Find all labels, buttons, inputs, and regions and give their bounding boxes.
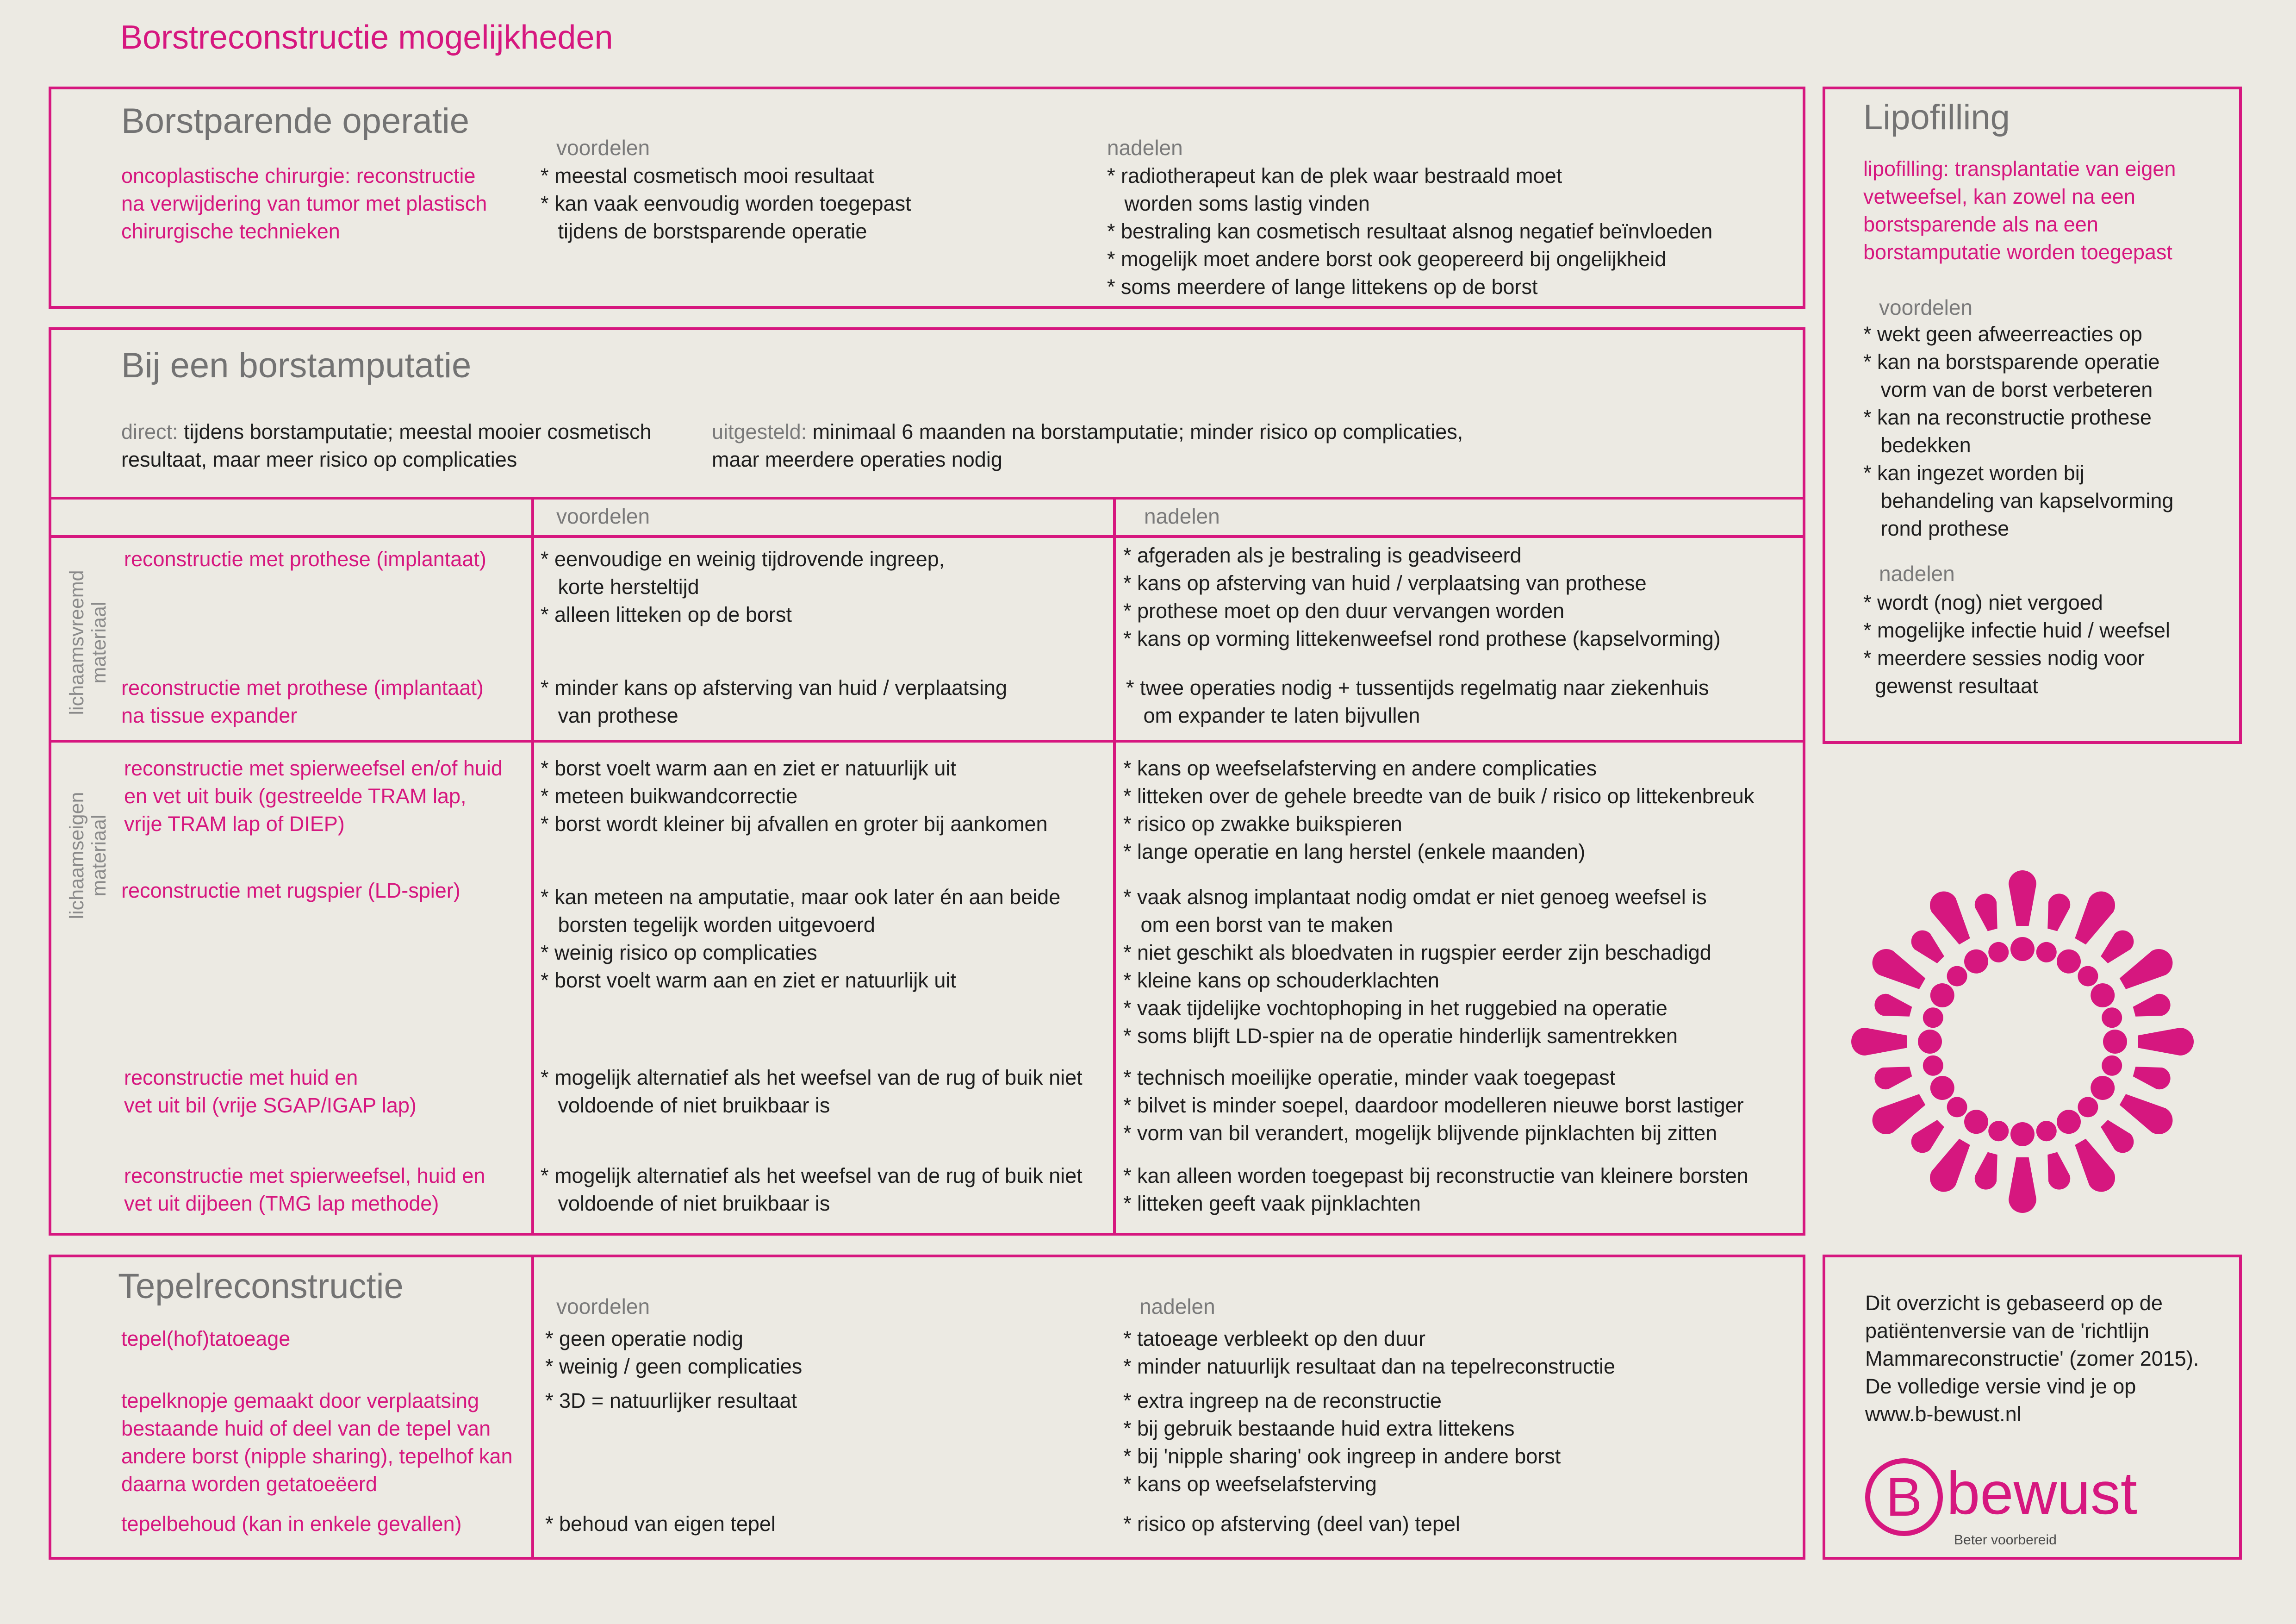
text-line: * vaak tijdelijke vochtophoping in het ruggebied na operatie bbox=[1123, 996, 1668, 1020]
text-line: * radiotherapeut kan de plek waar bestraald moet bbox=[1107, 164, 1562, 187]
text-line: gewenst resultaat bbox=[1863, 674, 2038, 698]
burst-drop bbox=[2131, 991, 2173, 1022]
text-line: na verwijdering van tumor met plastisch bbox=[121, 192, 487, 215]
text-line: om expander te laten bijvullen bbox=[1126, 704, 1420, 727]
table-row-nadelen bbox=[1123, 1064, 1744, 1147]
group-label-lichaamsvreemd: lichaamsvreemd materiaal bbox=[66, 570, 110, 715]
text-line: * behoud van eigen tepel bbox=[545, 1512, 776, 1536]
burst-dot bbox=[2099, 1005, 2124, 1030]
text-line: www.b-bewust.nl bbox=[1865, 1402, 2022, 1426]
burst-drop bbox=[1851, 1028, 1907, 1056]
text-line: om een borst van te maken bbox=[1123, 913, 1393, 937]
text-line: * niet geschikt als bloedvaten in rugspier eerder zijn beschadigd bbox=[1123, 941, 1711, 964]
amputatie-voordelen-label: voordelen bbox=[556, 504, 650, 528]
uitgesteld-line2: maar meerdere operaties nodig bbox=[712, 448, 1002, 471]
uitgesteld-label: uitgesteld: bbox=[712, 420, 807, 443]
tepel-row-voordelen bbox=[545, 1387, 797, 1415]
text-line: * mogelijk alternatief als het weefsel van de rug of buik niet bbox=[541, 1066, 1083, 1089]
text-line: * soms meerdere of lange littekens op de borst bbox=[1107, 275, 1538, 299]
text-line: * kleine kans op schouderklachten bbox=[1123, 968, 1439, 992]
text-line: vrije TRAM lap of DIEP) bbox=[124, 812, 345, 836]
tepel-row-voordelen bbox=[545, 1510, 776, 1538]
text-line: voldoende of niet bruikbaar is bbox=[541, 1192, 830, 1215]
table-row-nadelen bbox=[1123, 542, 1721, 653]
table-row-name bbox=[124, 545, 486, 573]
divider bbox=[531, 497, 534, 1236]
table-row-voordelen bbox=[541, 545, 945, 629]
text-line: * mogelijk alternatief als het weefsel van de rug of buik niet bbox=[541, 1164, 1083, 1187]
burst-dot bbox=[2099, 1053, 2124, 1078]
burst-drop bbox=[2042, 891, 2073, 933]
logo-tagline: Beter voorbereid bbox=[1954, 1532, 2057, 1548]
text-line: reconstructie met spierweefsel en/of huid bbox=[124, 756, 503, 780]
burst-dot bbox=[1986, 1118, 2011, 1143]
text-line: * risico op zwakke buikspieren bbox=[1123, 812, 1402, 836]
text-line: * litteken over de gehele breedte van de buik / risico op littekenbreuk bbox=[1123, 784, 1755, 808]
text-line: lipofilling: transplantatie van eigen bbox=[1863, 157, 2176, 181]
text-line: reconstructie met prothese (implantaat) bbox=[124, 547, 486, 571]
text-line: * bilvet is minder soepel, daardoor modelleren nieuwe borst lastiger bbox=[1123, 1093, 1744, 1117]
text-line: * kans op weefselafsterving en andere complicaties bbox=[1123, 756, 1597, 780]
text-line: tepel(hof)tatoeage bbox=[121, 1327, 291, 1350]
divider bbox=[49, 535, 1805, 538]
tepel-row-name bbox=[121, 1510, 462, 1538]
burst-dot bbox=[1921, 1005, 1946, 1030]
text-line: Mammareconstructie' (zomer 2015). bbox=[1865, 1347, 2199, 1370]
text-line: rond prothese bbox=[1863, 517, 2010, 540]
text-line: * risico op afsterving (deel van) tepel bbox=[1123, 1512, 1460, 1536]
table-row-voordelen bbox=[541, 883, 1060, 994]
borstsparende-heading: Borstparende operatie bbox=[121, 101, 470, 141]
burst-drop bbox=[2009, 870, 2036, 926]
text-line: * kan vaak eenvoudig worden toegepast bbox=[541, 192, 911, 215]
borstsparende-voordelen bbox=[541, 162, 911, 245]
text-line: borsten tegelijk worden uitgevoerd bbox=[541, 913, 875, 937]
text-line: van prothese bbox=[541, 704, 678, 727]
table-row-name bbox=[124, 755, 503, 838]
text-line: * meestal cosmetisch mooi resultaat bbox=[541, 164, 874, 187]
text-line: * borst voelt warm aan en ziet er natuurlijk uit bbox=[541, 968, 956, 992]
text-line: * minder kans op afsterving van huid / verplaatsing bbox=[541, 676, 1008, 700]
text-line: * 3D = natuurlijker resultaat bbox=[545, 1389, 797, 1412]
tepel-row-nadelen bbox=[1123, 1510, 1460, 1538]
text-line: * bij 'nipple sharing' ook ingreep in andere borst bbox=[1123, 1444, 1561, 1468]
text-line: bedekken bbox=[1863, 433, 1971, 457]
burst-dot bbox=[2034, 940, 2059, 965]
text-line: patiëntenversie van de 'richtlijn bbox=[1865, 1319, 2149, 1343]
text-line: * meerdere sessies nodig voor bbox=[1863, 646, 2145, 670]
text-line: * kan ingezet worden bij bbox=[1863, 461, 2084, 485]
burst-drop bbox=[2097, 1116, 2139, 1158]
table-row-name bbox=[121, 674, 484, 730]
text-line: * kans op vorming littekenweefsel rond prothese (kapselvorming) bbox=[1123, 627, 1721, 650]
table-row-name bbox=[124, 1064, 417, 1119]
text-line: * borst voelt warm aan en ziet er natuurlijk uit bbox=[541, 756, 956, 780]
burst-drop bbox=[2009, 1157, 2036, 1213]
burst-drop bbox=[1872, 1061, 1914, 1092]
text-line: tepelbehoud (kan in enkele gevallen) bbox=[121, 1512, 462, 1536]
direct-label: direct: bbox=[121, 420, 178, 443]
text-line: * kan na borstsparende operatie bbox=[1863, 350, 2160, 374]
text-line: * afgeraden als je bestraling is geadviseerd bbox=[1123, 543, 1522, 567]
text-line: * mogelijke infectie huid / weefsel bbox=[1863, 618, 2170, 642]
burst-drop bbox=[1907, 1116, 1949, 1158]
burst-dot bbox=[1921, 1053, 1946, 1078]
burst-dot bbox=[2010, 937, 2035, 961]
direct-line2: resultaat, maar meer risico op complicaties bbox=[121, 448, 517, 471]
borstsparende-nadelen bbox=[1107, 162, 1712, 301]
divider bbox=[49, 497, 1805, 500]
divider bbox=[531, 1255, 534, 1560]
text-line: * twee operaties nodig + tussentijds regelmatig naar ziekenhuis bbox=[1126, 676, 1709, 700]
text-line: * kan na reconstructie prothese bbox=[1863, 406, 2152, 429]
text-line: * soms blijft LD-spier na de operatie hinderlijk samentrekken bbox=[1123, 1024, 1678, 1048]
tepel-row-name bbox=[121, 1325, 290, 1353]
text-line: De volledige versie vind je op bbox=[1865, 1374, 2136, 1398]
text-line: chirurgische technieken bbox=[121, 219, 340, 243]
tepel-row-name bbox=[121, 1387, 513, 1498]
text-line: oncoplastische chirurgie: reconstructie bbox=[121, 164, 476, 187]
burst-dot bbox=[2034, 1118, 2059, 1143]
table-row-nadelen bbox=[1123, 1162, 1748, 1218]
text-line: * eenvoudige en weinig tijdrovende ingreep, bbox=[541, 547, 945, 571]
page-title: Borstreconstructie mogelijkheden bbox=[120, 19, 613, 56]
logo-letter: B bbox=[1885, 1467, 1923, 1528]
text-line: borstamputatie worden toegepast bbox=[1863, 240, 2172, 264]
text-line: * bij gebruik bestaande huid extra littekens bbox=[1123, 1417, 1515, 1440]
lipofilling-description bbox=[1863, 155, 2176, 266]
table-row-voordelen bbox=[541, 1064, 1083, 1119]
text-line: * vorm van bil verandert, mogelijk blijvende pijnklachten bij zitten bbox=[1123, 1121, 1717, 1145]
tepel-nadelen-label: nadelen bbox=[1139, 1294, 1215, 1318]
text-line: tepelknopje gemaakt door verplaatsing bbox=[121, 1389, 479, 1412]
lipofilling-voordelen bbox=[1863, 320, 2173, 543]
lipofilling-voordelen-label: voordelen bbox=[1879, 295, 1973, 319]
text-line: na tissue expander bbox=[121, 704, 298, 727]
burst-dot bbox=[2010, 1122, 2035, 1146]
burst-logo-icon bbox=[1851, 870, 2194, 1213]
burst-drop bbox=[2097, 926, 2139, 968]
text-line: andere borst (nipple sharing), tepelhof kan bbox=[121, 1444, 513, 1468]
lipofilling-heading: Lipofilling bbox=[1863, 98, 2010, 137]
bewust-logo-icon bbox=[1865, 1458, 1943, 1536]
table-row-nadelen bbox=[1126, 674, 1709, 730]
amputatie-uitgesteld bbox=[712, 418, 1463, 474]
burst-drop bbox=[1972, 891, 2003, 933]
text-line: * kan alleen worden toegepast bij reconstructie van kleinere borsten bbox=[1123, 1164, 1748, 1187]
text-line: * kans op weefselafsterving bbox=[1123, 1472, 1377, 1496]
borstsparende-nadelen-label: nadelen bbox=[1107, 136, 1183, 160]
table-row-nadelen bbox=[1123, 883, 1711, 1050]
burst-drop bbox=[1907, 926, 1949, 968]
lipofilling-nadelen-label: nadelen bbox=[1879, 562, 1955, 586]
text-line: * minder natuurlijk resultaat dan na tepelreconstructie bbox=[1123, 1355, 1616, 1378]
text-line: * prothese moet op den duur vervangen worden bbox=[1123, 599, 1565, 623]
text-line: * litteken geeft vaak pijnklachten bbox=[1123, 1192, 1421, 1215]
burst-drop bbox=[2042, 1150, 2073, 1192]
text-line: * meteen buikwandcorrectie bbox=[541, 784, 798, 808]
text-line: * wekt geen afweerreacties op bbox=[1863, 322, 2142, 346]
tepel-row-nadelen bbox=[1123, 1325, 1615, 1380]
text-line: * wordt (nog) niet vergoed bbox=[1863, 591, 2103, 614]
text-line: behandeling van kapselvorming bbox=[1863, 489, 2174, 512]
text-line: worden soms lastig vinden bbox=[1107, 192, 1370, 215]
burst-dot bbox=[2103, 1030, 2127, 1054]
burst-drop bbox=[2131, 1061, 2173, 1092]
direct-line1: tijdens borstamputatie; meestal mooier cosmetisch bbox=[178, 420, 652, 443]
text-line: vet uit dijbeen (TMG lap methode) bbox=[124, 1192, 439, 1215]
text-line: * tatoeage verbleekt op den duur bbox=[1123, 1327, 1425, 1350]
group-label-lichaamseigen: lichaamseigen materiaal bbox=[66, 792, 110, 919]
borstsparende-description bbox=[121, 162, 487, 245]
text-line: * lange operatie en lang herstel (enkele maanden) bbox=[1123, 840, 1586, 863]
text-line: * technisch moeilijke operatie, minder vaak toegepast bbox=[1123, 1066, 1616, 1089]
uitgesteld-line1: minimaal 6 maanden na borstamputatie; minder risico op complicaties, bbox=[807, 420, 1463, 443]
text-line: vetweefsel, kan zowel na een bbox=[1863, 185, 2135, 208]
text-line: vorm van de borst verbeteren bbox=[1863, 378, 2153, 401]
text-line: reconstructie met prothese (implantaat) bbox=[121, 676, 484, 700]
burst-dot bbox=[1918, 1030, 1942, 1054]
tepel-row-nadelen bbox=[1123, 1387, 1561, 1498]
text-line: * bestraling kan cosmetisch resultaat alsnog negatief beïnvloeden bbox=[1107, 219, 1713, 243]
lipofilling-nadelen bbox=[1863, 589, 2170, 700]
tepel-row-voordelen bbox=[545, 1325, 802, 1380]
table-row-name bbox=[124, 1162, 485, 1218]
borstsparende-voordelen-label: voordelen bbox=[556, 136, 650, 160]
text-line: * kan meteen na amputatie, maar ook later én aan beide bbox=[541, 885, 1061, 909]
text-line: * extra ingreep na de reconstructie bbox=[1123, 1389, 1442, 1412]
amputatie-heading: Bij een borstamputatie bbox=[121, 346, 472, 385]
text-line: korte hersteltijd bbox=[541, 575, 699, 599]
text-line: Dit overzicht is gebaseerd op de bbox=[1865, 1291, 2163, 1315]
text-line: daarna worden getatoeëerd bbox=[121, 1472, 377, 1496]
amputatie-nadelen-label: nadelen bbox=[1144, 504, 1220, 528]
text-line: * mogelijk moet andere borst ook geopereerd bij ongelijkheid bbox=[1107, 247, 1667, 271]
text-line: tijdens de borstsparende operatie bbox=[541, 219, 867, 243]
tepel-voordelen-label: voordelen bbox=[556, 1294, 650, 1318]
text-line: reconstructie met spierweefsel, huid en bbox=[124, 1164, 485, 1187]
text-line: en vet uit buik (gestreelde TRAM lap, bbox=[124, 784, 467, 808]
text-line: voldoende of niet bruikbaar is bbox=[541, 1093, 830, 1117]
text-line: reconstructie met huid en bbox=[124, 1066, 358, 1089]
text-line: * geen operatie nodig bbox=[545, 1327, 743, 1350]
text-line: bestaande huid of deel van de tepel van bbox=[121, 1417, 491, 1440]
table-row-nadelen bbox=[1123, 755, 1754, 866]
table-row-voordelen bbox=[541, 674, 1007, 730]
text-line: * weinig risico op complicaties bbox=[541, 941, 817, 964]
table-row-name bbox=[121, 877, 460, 905]
text-line: * vaak alsnog implantaat nodig omdat er niet genoeg weefsel is bbox=[1123, 885, 1707, 909]
table-row-voordelen bbox=[541, 1162, 1083, 1218]
text-line: borstsparende als na een bbox=[1863, 212, 2098, 236]
logo-name: bewust bbox=[1947, 1459, 2137, 1527]
text-line: * borst wordt kleiner bij afvallen en groter bij aankomen bbox=[541, 812, 1048, 836]
source-text bbox=[1865, 1289, 2199, 1428]
tepel-heading: Tepelreconstructie bbox=[118, 1267, 404, 1306]
amputatie-direct bbox=[121, 418, 651, 474]
text-line: vet uit bil (vrije SGAP/IGAP lap) bbox=[124, 1093, 417, 1117]
table-row-voordelen bbox=[541, 755, 1048, 838]
burst-drop bbox=[1872, 991, 1914, 1022]
text-line: * alleen litteken op de borst bbox=[541, 603, 792, 626]
divider bbox=[1113, 497, 1116, 1236]
text-line: * kans op afsterving van huid / verplaatsing van prothese bbox=[1123, 571, 1647, 595]
burst-dot bbox=[1986, 940, 2011, 965]
text-line: * weinig / geen complicaties bbox=[545, 1355, 803, 1378]
burst-drop bbox=[2138, 1028, 2194, 1056]
text-line: reconstructie met rugspier (LD-spier) bbox=[121, 879, 460, 902]
burst-drop bbox=[1972, 1150, 2003, 1192]
divider bbox=[49, 740, 1805, 743]
